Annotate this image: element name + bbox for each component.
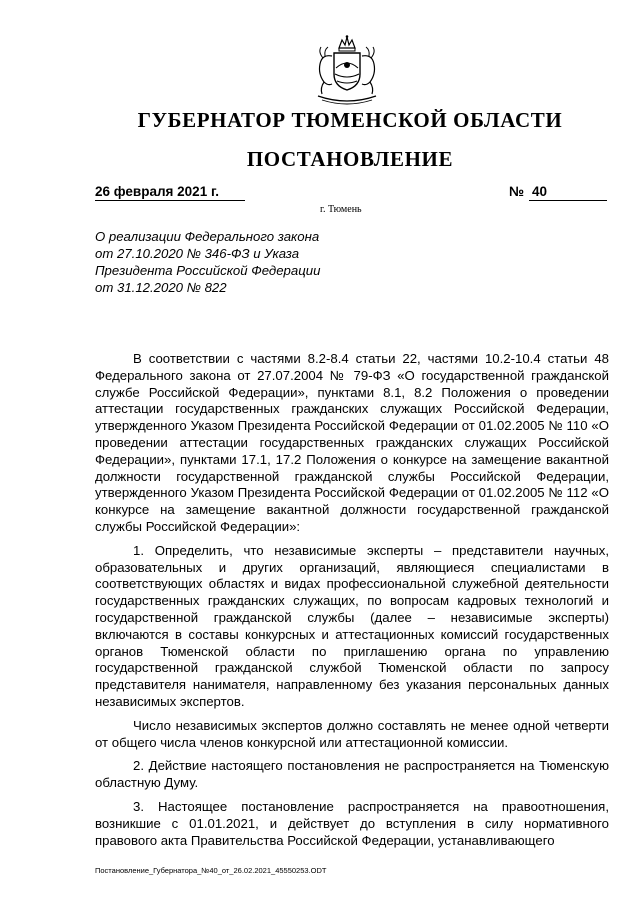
document-body [95, 351, 609, 856]
subject-line: от 31.12.2020 № 822 [95, 280, 227, 295]
document-subject [95, 228, 355, 296]
document-type: ПОСТАНОВЛЕНИЕ [246, 147, 454, 171]
subject-line: О реализации Федерального закона [95, 229, 320, 244]
document-number: 40 [529, 184, 607, 201]
footer-filename: Постановление_Губернатора_№40_от_26.02.2021_45550253.ODT [95, 866, 327, 875]
clause-paragraph: 2. Действие настоящего постановления не распространяется на Тюменскую областную Думу. [95, 758, 609, 791]
preamble-paragraph: В соответствии с частями 8.2-8.4 статьи 22, частями 10.2-10.4 статьи 48 Федерального закона от 27.07.2004 № 79-ФЗ «О государственной гражданской службе Российской Федерации», пунктами 8.1, 8.2 Положения о проведении аттестации государственных гражданских служащих Российской Федерации, утвержденного Указом Президента Российской Федерации от 01.02.2005 № 110 «О проведении аттестации государственных гражданских служащих Российской Федерации», пунктами 17.1, 17.2 Положения о конкурсе на замещение вакантной должности государственной гражданской службы Российской Федерации, утвержденного Указом Президента Российской Федерации от 01.02.2005 № 112 «О конкурсе на замещение вакантной должности государственной гражданской службы Российской Федерации»: [95, 351, 609, 534]
issuer-title: ГУБЕРНАТОР ТЮМЕНСКОЙ ОБЛАСТИ [137, 108, 563, 132]
subject-line: Президента Российской Федерации [95, 263, 321, 278]
clause-paragraph: Число независимых экспертов должно составлять не менее одной четверти от общего числа членов конкурсной или аттестационной комиссии. [95, 717, 609, 750]
document-date: 26 февраля 2021 г. [95, 184, 245, 201]
document-number-label: № [509, 184, 525, 199]
clause-paragraph: 3. Настоящее постановление распространяется на правоотношения, возникшие с 01.01.2021, и действует до вступления в силу нормативного правового акта Правительства Российской Федерации, устанавливающего [95, 798, 609, 848]
document-city: г. Тюмень [320, 204, 362, 215]
clause-paragraph: 1. Определить, что независимые эксперты – представители научных, образовательных и других организаций, являющиеся специалистами в соответствующих областях и видах профессиональной служебной деятельности государственных гражданских служащих, по вопросам кадровых технологий и государственной гражданской службы (далее – независимые эксперты) включаются в составы конкурсных и аттестационных комиссий государственных органов Тюменской области по приглашению органа по управлению государственной гражданской службой Тюменской области по запросу представителя нанимателя, направленному без указания персональных данных независимых экспертов. [95, 542, 609, 709]
coat-of-arms-icon [312, 34, 382, 106]
subject-line: от 27.10.2020 № 346-ФЗ и Указа [95, 246, 300, 261]
